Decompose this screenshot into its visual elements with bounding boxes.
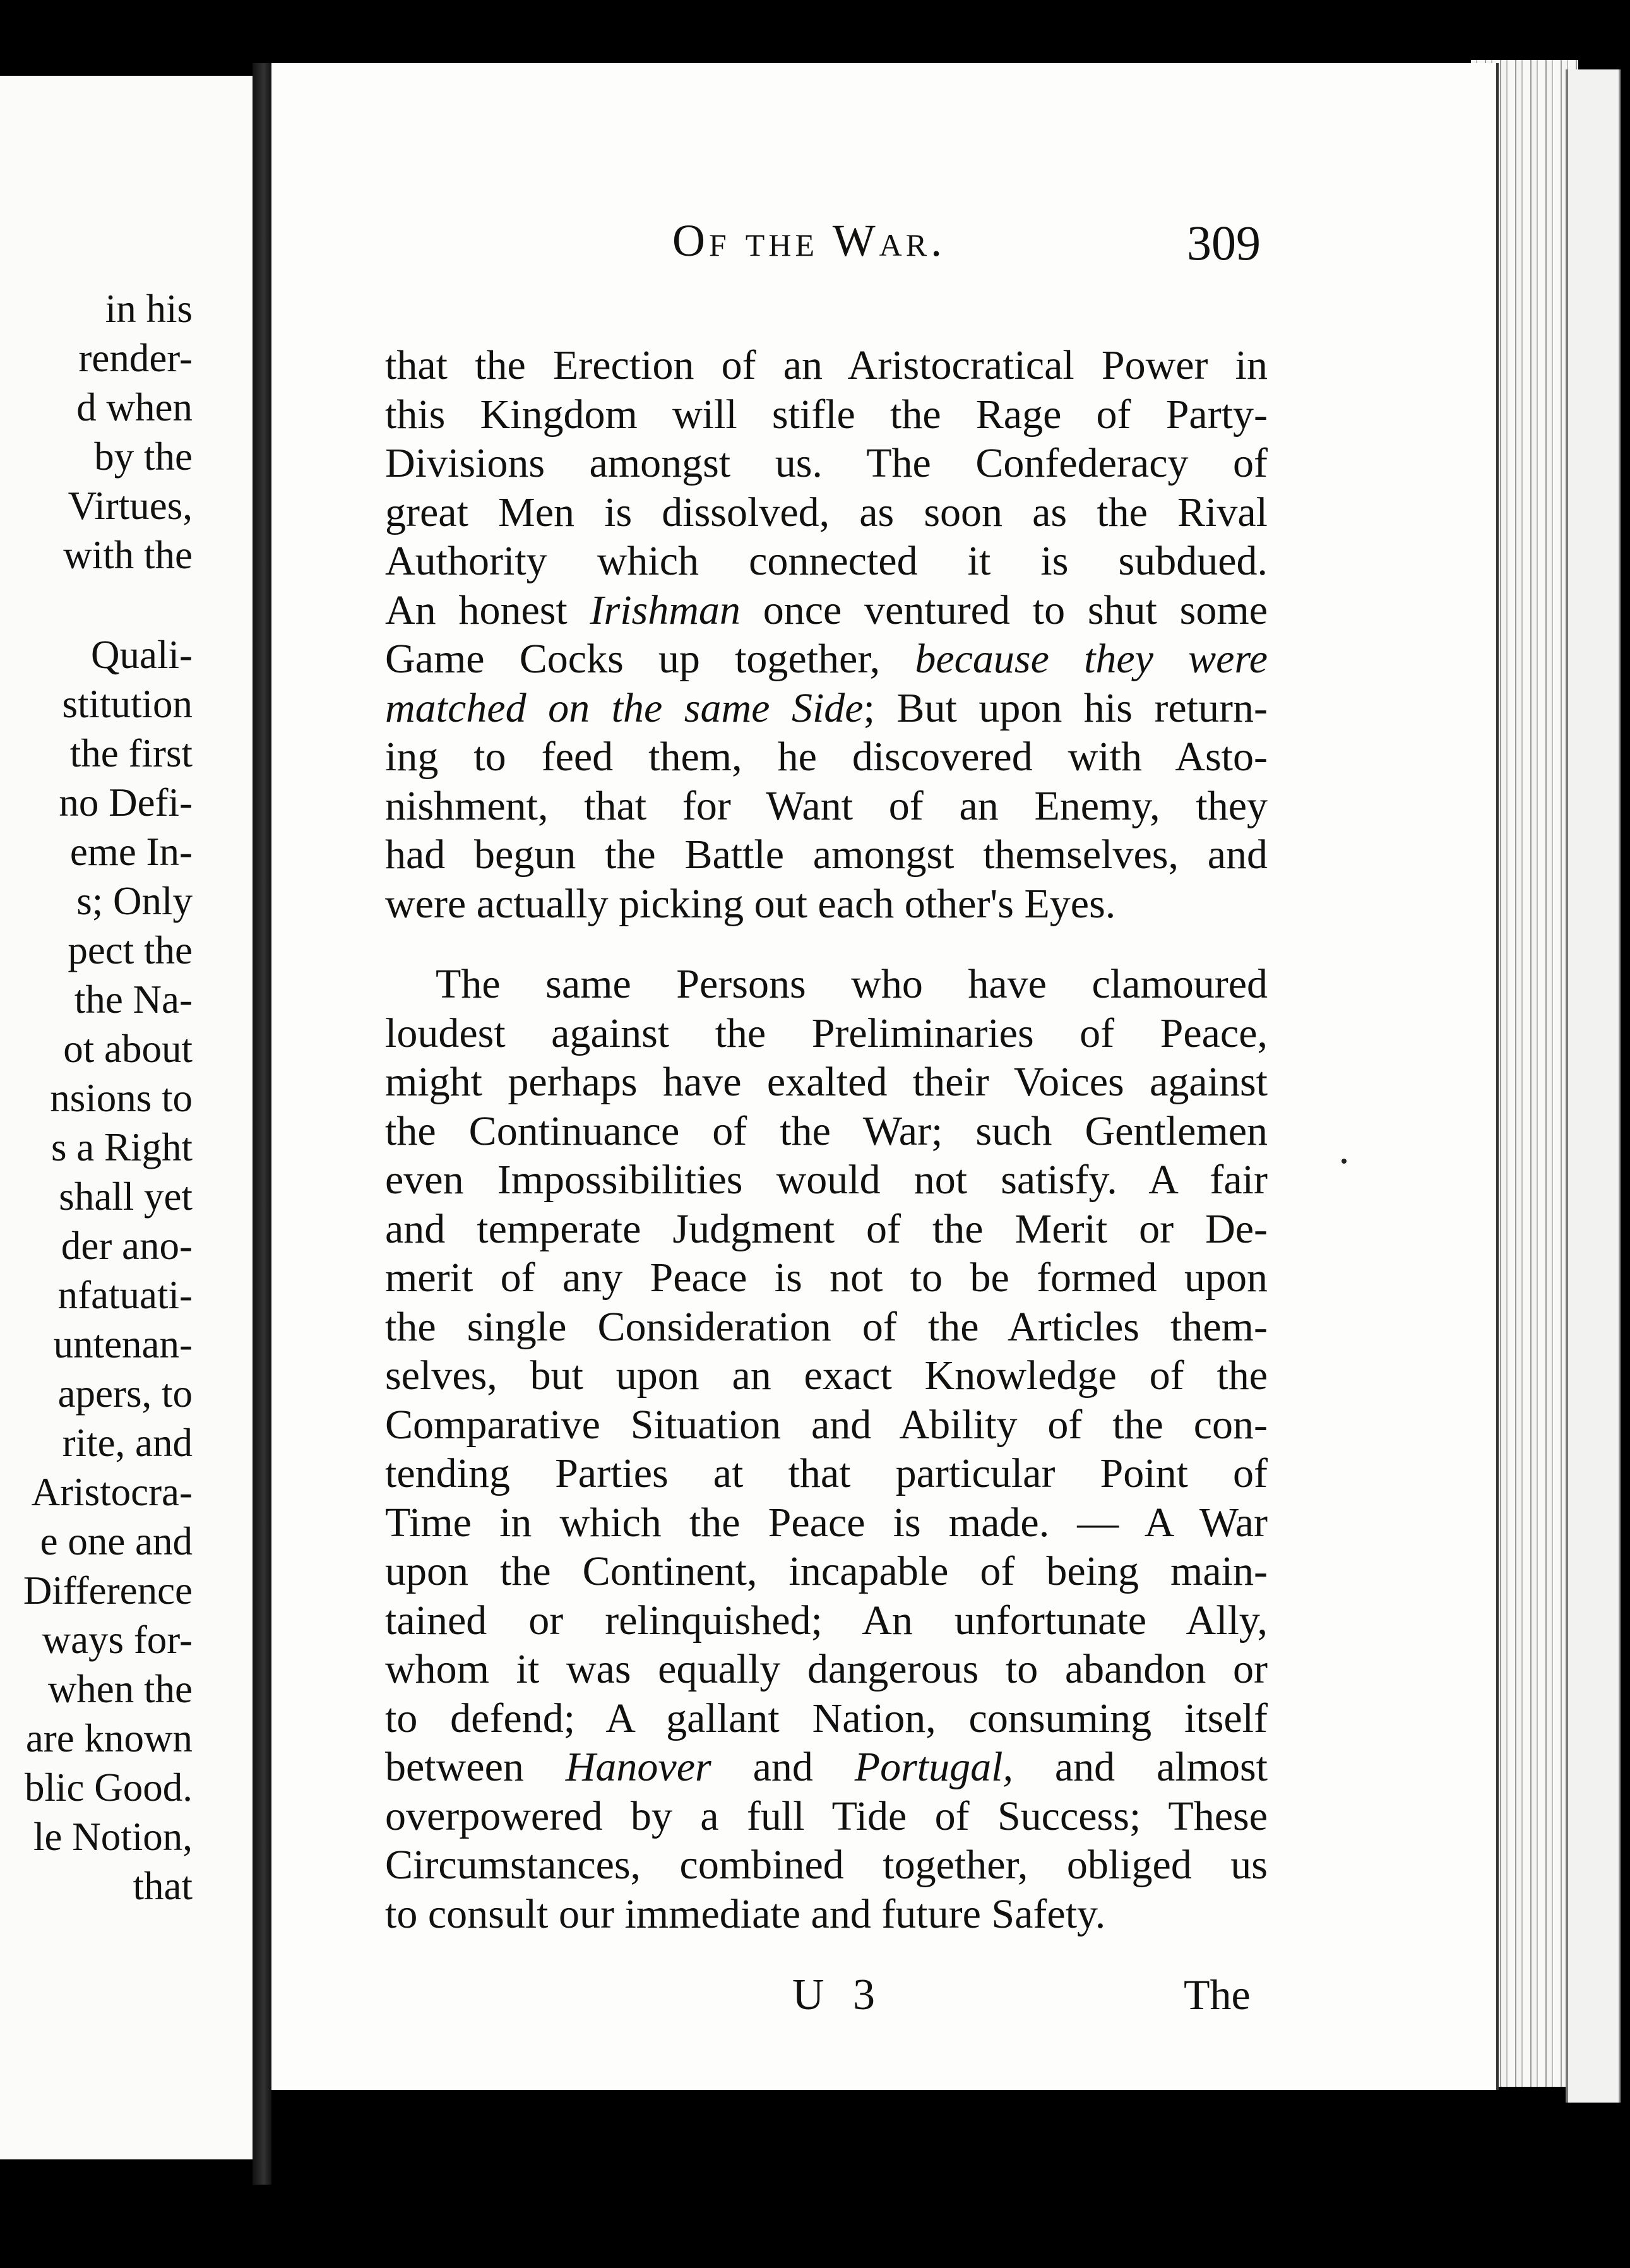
left-text-line: ot about <box>63 1027 193 1071</box>
left-text-line: rite, and <box>62 1421 193 1465</box>
text-segment: An honest <box>385 587 590 633</box>
text-line <box>385 635 1268 684</box>
left-text-line: s; Only <box>76 879 193 923</box>
left-text-line: s a Right <box>51 1125 193 1169</box>
left-text-line: that <box>133 1864 193 1908</box>
text-line: loudest against the Preliminaries of Peace, <box>385 1010 1268 1056</box>
text-segment: ; But upon his return- <box>863 684 1268 731</box>
text-line: had begun the Battle amongst themselves, and <box>385 832 1268 878</box>
catchword: The <box>1184 1971 1251 2019</box>
text-line: Time in which the Peace is made. — A War <box>385 1499 1268 1546</box>
text-line: overpowered by a full Tide of Success; These <box>385 1793 1268 1839</box>
left-text-line: Virtues, <box>68 484 193 528</box>
left-text-line: when the <box>47 1667 193 1711</box>
text-line: Circumstances, combined together, obliged us <box>385 1842 1268 1888</box>
page-footer <box>271 1970 1496 2033</box>
text-line: the Continuance of the War; such Gentlemen <box>385 1107 1268 1154</box>
left-text-line: apers, to <box>57 1371 193 1416</box>
italic-phrase: matched on the same Side <box>385 684 864 731</box>
right-page <box>271 63 1499 2090</box>
text-line <box>385 684 1268 733</box>
left-text-line: in his <box>105 287 193 331</box>
paragraph-gap <box>385 928 1268 960</box>
ink-speck <box>1341 1159 1347 1164</box>
page-header <box>271 215 1496 284</box>
left-text-line: Difference <box>23 1568 193 1613</box>
left-text-line: render- <box>78 336 193 380</box>
left-text-line: blic Good. <box>25 1765 193 1810</box>
left-page-text <box>23 284 193 1911</box>
italic-term: Hanover <box>565 1744 711 1790</box>
text-segment: Game Cocks up together, <box>385 636 915 682</box>
italic-term: Irishman <box>590 587 741 633</box>
left-page <box>0 76 256 2159</box>
text-line: the single Consideration of the Articles them- <box>385 1303 1268 1350</box>
left-text-line: nfatuati- <box>57 1273 193 1317</box>
left-text-line: the first <box>69 731 193 775</box>
left-text-line: ways for- <box>42 1618 193 1662</box>
running-head: Of the War. <box>672 215 946 266</box>
text-line: Authority which connected it is subdued. <box>385 538 1268 584</box>
signature-mark: U 3 <box>792 1971 884 2019</box>
left-text-line: shall yet <box>59 1174 193 1219</box>
paragraph-gap <box>23 580 193 630</box>
book-edge <box>1566 69 1621 2103</box>
left-text-line: by the <box>94 434 193 479</box>
text-line: to consult our immediate and future Safety. <box>385 1890 1106 1937</box>
left-text-line: le Notion, <box>33 1815 193 1859</box>
left-text-line: d when <box>76 385 193 429</box>
book-gutter <box>253 63 271 2185</box>
body-text <box>385 341 1268 1938</box>
text-line: selves, but upon an exact Knowledge of the <box>385 1352 1268 1399</box>
left-text-line: e one and <box>40 1519 193 1563</box>
left-text-line: no Defi- <box>59 780 193 825</box>
text-line: even Impossibilities would not satisfy. A fair <box>385 1157 1268 1203</box>
left-text-line: Aristocra- <box>31 1470 193 1514</box>
text-line: this Kingdom will stifle the Rage of Party- <box>385 391 1268 438</box>
text-line: and temperate Judgment of the Merit or De- <box>385 1205 1268 1252</box>
text-line: Divisions amongst us. The Confederacy of <box>385 440 1268 486</box>
text-line: might perhaps have exalted their Voices against <box>385 1059 1268 1105</box>
text-line: to defend; A gallant Nation, consuming itself <box>385 1695 1268 1741</box>
text-line: Comparative Situation and Ability of the con- <box>385 1401 1268 1448</box>
page-number: 309 <box>1187 215 1261 270</box>
text-line <box>385 586 1268 635</box>
text-line: tained or relinquished; An unfortunate Ally, <box>385 1597 1268 1644</box>
left-text-line: pect the <box>68 928 193 972</box>
left-text-line: the Na- <box>74 977 193 1022</box>
left-text-line: nsions to <box>50 1076 193 1120</box>
text-line: whom it was equally dangerous to abandon or <box>385 1646 1268 1692</box>
text-line: The same Persons who have clamoured <box>436 961 1268 1007</box>
text-segment: once ventured to shut some <box>740 587 1268 633</box>
left-text-line: stitution <box>62 682 193 726</box>
text-segment: and <box>711 1744 855 1790</box>
left-text-line: eme In- <box>69 830 193 874</box>
text-segment: and almost <box>1013 1744 1268 1790</box>
text-line: were actually picking out each other's Eyes. <box>385 880 1116 927</box>
left-text-line: are known <box>25 1716 193 1760</box>
left-text-line: Quali- <box>91 633 193 677</box>
text-line: tending Parties at that particular Point of <box>385 1450 1268 1496</box>
text-line: upon the Continent, incapable of being main- <box>385 1548 1268 1594</box>
text-line: that the Erection of an Aristocratical Power in <box>385 342 1268 388</box>
text-line: merit of any Peace is not to be formed upon <box>385 1255 1268 1301</box>
italic-phrase: because they were <box>915 636 1268 682</box>
text-line: nishment, that for Want of an Enemy, they <box>385 782 1268 829</box>
left-text-line: untenan- <box>53 1322 193 1366</box>
text-line <box>385 1743 1268 1792</box>
text-segment: between <box>385 1744 566 1790</box>
text-line: great Men is dissolved, as soon as the Rival <box>385 489 1268 535</box>
italic-term: Portugal, <box>854 1744 1013 1790</box>
text-line: ing to feed them, he discovered with Asto- <box>385 734 1268 780</box>
left-text-line: der ano- <box>61 1224 193 1268</box>
left-text-line: with the <box>63 533 193 577</box>
